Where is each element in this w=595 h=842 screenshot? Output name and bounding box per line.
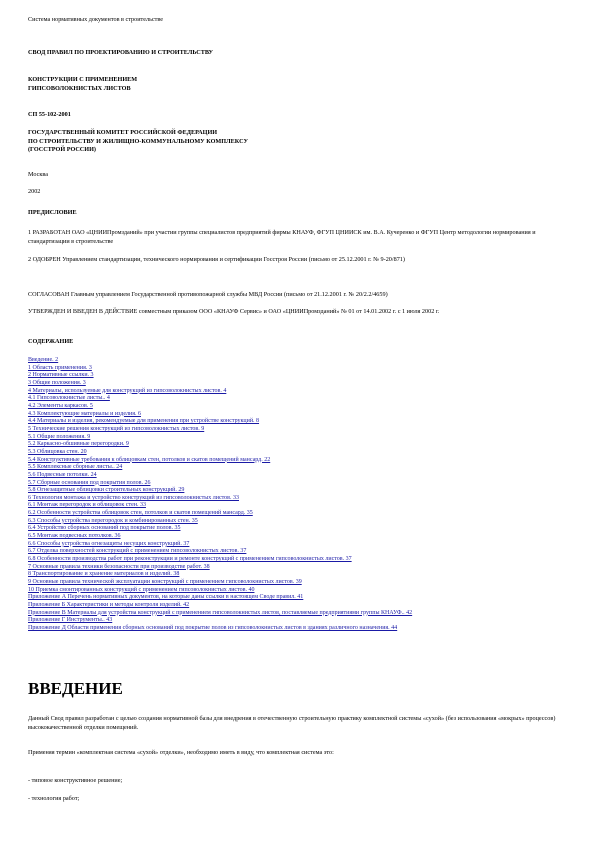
foreword-title: ПРЕДИСЛОВИЕ — [28, 209, 77, 216]
city: Москва — [28, 171, 48, 178]
toc-link[interactable]: 5.5 Комплексные сборные листы.. 24 — [28, 464, 123, 471]
toc-link[interactable]: 6.4 Устройство сборных оснований под покрытие полов. 35 — [28, 525, 181, 532]
toc-link[interactable]: 8 Транспортирование и хранение материалов и изделий. 38 — [28, 571, 180, 578]
document-number: СП 55-102-2001 — [28, 111, 71, 118]
toc-link[interactable]: Приложение В Материалы для устройства конструкций с применением гипсоволокнистых листов, поставляемые предприятиями группы КНАУФ.. 42 — [28, 609, 413, 616]
toc-link[interactable]: 5.6 Подвесные потолки. 24 — [28, 471, 97, 478]
year: 2002 — [28, 188, 41, 195]
foreword-paragraph-4: УТВЕРЖДЕН И ВВЕДЕН В ДЕЙСТВИЕ совместным приказом ООО «КНАУФ Сервис» и ОАО «ЦНИИПромзданий» № 01 от 14.01.2002 г. с 1 июля 2002 г. — [28, 308, 440, 315]
foreword-paragraph-2: 2 ОДОБРЕН Управлением стандартизации, технического нормирования и сертификации Госстроя России (письмо от 25.12.2001 г. № 9-20/871) — [28, 256, 405, 263]
toc-link[interactable]: 5 Технические решения конструкций из гипсоволокнистых листов. 9 — [28, 425, 205, 432]
toc-title: СОДЕРЖАНИЕ — [28, 338, 74, 345]
toc-link[interactable]: 6.2 Особенности устройства облицовок стен, потолков и скатов помещений мансард. 35 — [28, 510, 253, 517]
toc-link[interactable]: 5.3 Облицовка стен. 20 — [28, 448, 87, 455]
toc-link[interactable]: 3 Общие положения. 3 — [28, 379, 86, 386]
toc-link[interactable]: 6.7 Отделка поверхностей конструкций с применением гипсоволокнистых листов. 37 — [28, 548, 247, 555]
toc-link[interactable]: 4 Материалы, используемые для конструкций из гипсоволокнистых листов. 4 — [28, 387, 227, 394]
toc-link[interactable]: Введение. 2 — [28, 357, 59, 363]
toc-link[interactable]: 6.6 Способы устройства огнезащиты несущих конструкций. 37 — [28, 540, 190, 547]
foreword-paragraph-3: СОГЛАСОВАН Главным управлением Государственной противопожарной службы МВД России (письмо от 21.12.2001 г. № 20/2.2/4659) — [28, 291, 388, 298]
toc-link[interactable]: 7 Основные правила техники безопасности при производстве работ. 38 — [28, 563, 210, 570]
system-name: Система нормативных документов в строительстве — [28, 16, 163, 23]
committee-line-3: (ГОССТРОЙ РОССИИ) — [28, 146, 96, 153]
intro-paragraph-2: Применяя термин «комплектная система «сухой» отделки», необходимо иметь в виду, что комплектная система это: — [28, 749, 334, 756]
committee-line-2: ПО СТРОИТЕЛЬСТВУ И ЖИЛИЩНО-КОММУНАЛЬНОМУ КОМПЛЕКСУ — [28, 137, 249, 145]
toc-link[interactable]: 1 Область применения. 3 — [28, 364, 92, 371]
toc-link[interactable]: 5.8 Огнезащитные облицовки строительных конструкций. 29 — [28, 487, 185, 494]
toc-link[interactable]: 6.3 Способы устройства перегородок и комбинированных стен. 35 — [28, 517, 198, 524]
intro-paragraph-1: Данный Свод правил разработан с целью создания нормативной базы для внедрения в отечественную строительную практику комплектной системы «сухой» (без использования «мокрых» процессов) высококачественной отделки помещений. — [28, 715, 556, 731]
toc-link[interactable]: 4.3 Комплектующие материалы и изделия. 6 — [28, 410, 141, 417]
toc-link[interactable]: 5.4 Конструктивные требования к облицовкам стен, потолков и скатов помещений мансард. 22 — [28, 456, 271, 463]
intro-bullet-2: - технология работ; — [28, 795, 80, 802]
toc-link[interactable]: 5.2 Каркасно-обшивные перегородки. 9 — [28, 441, 129, 448]
toc-link[interactable]: Приложение Г Инструменты.. 43 — [28, 617, 113, 624]
toc-link[interactable]: 9 Основные правила технической эксплуатации конструкций с применением гипсоволокнистых листов. 39 — [28, 579, 302, 586]
toc-link[interactable]: 6.8 Особенности производства работ при реконструкции и ремонте конструкций с применением гипсоволокнистых листов. 37 — [28, 556, 352, 563]
toc-link[interactable]: 6.5 Монтаж подвесных потолков. 36 — [28, 533, 121, 540]
committee-line-1: ГОСУДАРСТВЕННЫЙ КОМИТЕТ РОССИЙСКОЙ ФЕДЕРАЦИИ — [28, 129, 218, 136]
toc-link[interactable]: 4.4 Материалы и изделия, рекомендуемые для применения при устройстве конструкций. 8 — [28, 418, 260, 425]
toc-link[interactable]: 5.1 Общие положения. 9 — [28, 433, 91, 440]
toc-link[interactable]: 10 Приемка смонтированных конструкций с применением гипсоволокнистых листов. 40 — [28, 586, 255, 593]
toc-link[interactable]: 2 Нормативные ссылки. 3 — [28, 372, 94, 379]
committee — [28, 129, 568, 155]
code-title: СВОД ПРАВИЛ ПО ПРОЕКТИРОВАНИЮ И СТРОИТЕЛЬСТВУ — [28, 49, 214, 56]
toc-link[interactable]: Приложение А Перечень нормативных документов, на которые даны ссылки в настоящем Своде правил. 41 — [28, 594, 304, 601]
intro-heading: ВВЕДЕНИЕ — [28, 679, 123, 698]
toc-link[interactable]: 4.1 Гипсоволокнистые листы.. 4 — [28, 395, 110, 402]
foreword-paragraph-1: 1 РАЗРАБОТАН ОАО «ЦНИИПромзданий» при участии группы специалистов предприятий фирмы КНАУФ, ФГУП ЦНИИСК им. В.А. Кучеренко и ФГУП Центр методологии нормирования и стандартизации в строительстве — [28, 229, 536, 245]
toc-link[interactable]: Приложение Д Области применения сборных оснований под покрытие полов из гипсоволокнистых листов в зданиях различного назначения. 44 — [28, 624, 398, 631]
toc-link[interactable]: 5.7 Сборные основания под покрытия полов. 26 — [28, 479, 151, 486]
table-of-contents — [28, 357, 568, 633]
toc-link[interactable]: 6.1 Монтаж перегородок и облицовок стен. 33 — [28, 502, 146, 509]
toc-link[interactable]: Приложение Б Характеристики и методы контроля изделий. 42 — [28, 602, 190, 608]
toc-link[interactable]: 6 Технология монтажа и устройство конструкций из гипсоволокнистых листов. 33 — [28, 494, 239, 501]
intro-bullet-1: - типовое конструктивное решение; — [28, 777, 123, 784]
document-title-line-1: КОНСТРУКЦИИ С ПРИМЕНЕНИЕМ — [28, 76, 138, 83]
document-title-line-2: ГИПСОВОЛОКНИСТЫХ ЛИСТОВ — [28, 84, 131, 92]
document-title — [28, 76, 568, 93]
toc-link[interactable]: 4.2 Элементы каркасов. 5 — [28, 402, 93, 409]
